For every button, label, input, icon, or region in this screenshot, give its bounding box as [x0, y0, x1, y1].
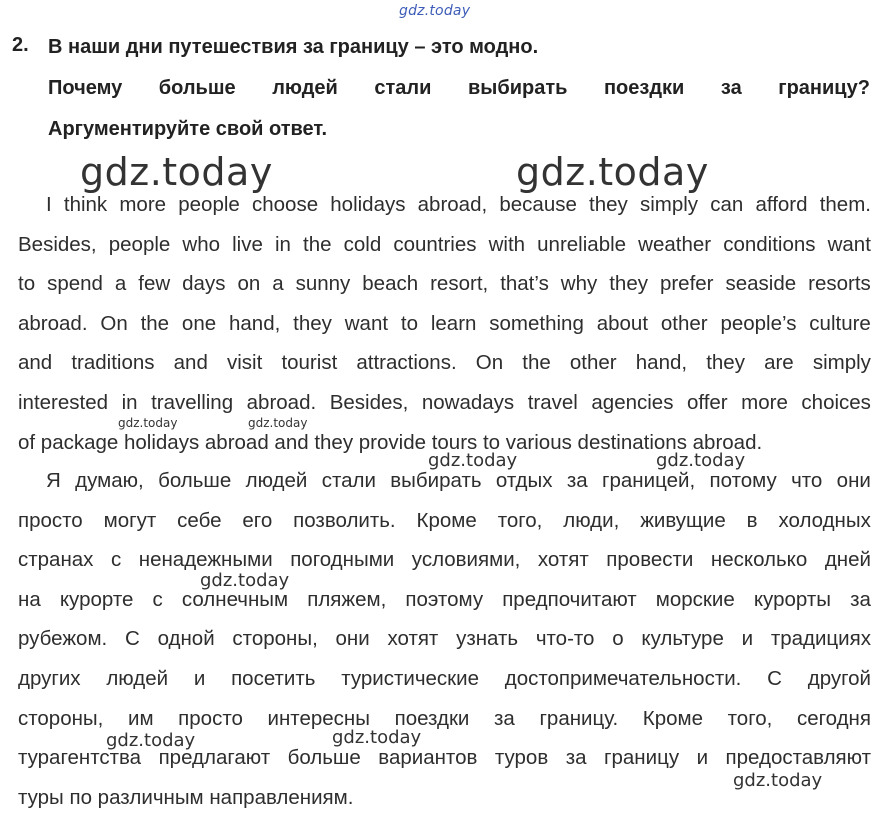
word: границу: [604, 746, 680, 770]
word: за: [494, 706, 515, 730]
text-line: [18, 708, 871, 748]
word: других: [18, 666, 81, 690]
word: хотят: [537, 548, 589, 572]
text-line: [18, 392, 871, 432]
word: other: [569, 351, 617, 375]
word: дней: [824, 548, 871, 572]
word: условиями,: [411, 548, 521, 572]
word: they: [589, 193, 628, 216]
word: морские: [655, 587, 735, 611]
word: ненадежными: [138, 548, 273, 572]
text-line: [18, 194, 871, 234]
word: abroad.: [18, 311, 88, 335]
word: они: [836, 469, 871, 492]
word: людей: [245, 469, 308, 492]
word: want: [344, 311, 389, 335]
watermark: gdz.today: [200, 570, 290, 591]
word: они: [335, 627, 370, 651]
word: they: [706, 351, 745, 375]
word: other: [660, 311, 708, 335]
word: границу.: [539, 706, 619, 730]
word: in: [121, 390, 138, 414]
word: туристические: [341, 666, 479, 690]
word: погодными: [290, 548, 395, 572]
word: им: [128, 706, 154, 730]
word: want: [827, 232, 871, 256]
word: за: [720, 77, 742, 99]
word: просто: [18, 508, 83, 532]
word: holidays: [330, 193, 406, 216]
word: границу?: [778, 77, 870, 99]
word: I: [46, 193, 52, 216]
watermark: gdz.today: [428, 450, 518, 471]
text-line: [18, 589, 871, 629]
word: себе: [177, 508, 222, 532]
word: культуре: [641, 627, 724, 651]
word: one: [181, 311, 217, 335]
word: and: [173, 351, 208, 375]
word: о: [612, 627, 624, 651]
word: просто: [178, 706, 243, 730]
word: on: [237, 272, 261, 296]
word: за: [850, 587, 871, 611]
word: simply: [639, 193, 699, 216]
word: they: [609, 272, 648, 296]
watermark: gdz.today: [656, 450, 746, 471]
text-line: [18, 234, 871, 274]
word: сегодня: [796, 706, 871, 730]
task-line: В наши дни путешествия за границу – это модно.: [48, 36, 539, 58]
watermark-big-left: gdz.today: [80, 150, 273, 194]
word: холодных: [778, 508, 871, 532]
word: abroad,: [417, 193, 488, 216]
word: его: [242, 508, 273, 532]
task-number: 2.: [12, 34, 29, 56]
word: стали: [374, 77, 432, 99]
word: с: [110, 548, 122, 572]
word: simply: [812, 351, 871, 375]
word: людей: [272, 77, 338, 99]
word: to: [400, 311, 418, 335]
task-question: [48, 75, 870, 116]
word: days: [182, 272, 226, 296]
word: why: [560, 272, 598, 296]
word: seaside: [725, 272, 797, 296]
word: предпочитают: [502, 587, 637, 611]
word: стороны,: [232, 627, 318, 651]
word: about: [596, 311, 649, 335]
word: могут: [103, 508, 157, 532]
english-answer: [18, 194, 871, 471]
word: resort,: [430, 272, 489, 296]
word: стали: [321, 469, 376, 492]
watermark-small: gdz.today: [118, 416, 178, 430]
word: Я: [46, 469, 61, 492]
word: people’s: [720, 311, 797, 335]
word: людей: [106, 666, 169, 690]
text-line: [18, 313, 871, 353]
word: поездки: [394, 706, 470, 730]
task-text: [48, 34, 870, 157]
word: позволить.: [293, 508, 396, 532]
word: того,: [727, 706, 773, 730]
word: странах: [18, 548, 94, 572]
word: live: [232, 232, 263, 256]
word: tourist: [281, 351, 338, 375]
word: С: [767, 666, 782, 690]
word: learn: [430, 311, 477, 335]
word: курорты: [753, 587, 831, 611]
word: и: [696, 746, 709, 770]
word: достопримечательности.: [504, 666, 742, 690]
word: offer: [686, 390, 728, 414]
word: курорте: [59, 587, 134, 611]
word: weather: [638, 232, 712, 256]
word: the: [140, 311, 170, 335]
word: Besides,: [18, 232, 97, 256]
word: beach: [362, 272, 419, 296]
text-line: [18, 628, 871, 668]
word: предлагают: [158, 746, 271, 770]
word: abroad.: [246, 390, 317, 414]
word: attractions.: [356, 351, 457, 375]
text-line: of package holidays abroad and they provide tours to various destinations abroad.: [18, 430, 763, 454]
word: Besides,: [329, 390, 409, 414]
word: выбирать: [390, 469, 482, 492]
word: countries: [393, 232, 477, 256]
word: more: [741, 390, 788, 414]
word: традициях: [770, 627, 871, 651]
watermark-small: gdz.today: [248, 416, 308, 430]
word: за: [566, 469, 588, 492]
word: поездки: [603, 77, 685, 99]
word: что: [791, 469, 823, 492]
text-line: [18, 668, 871, 708]
word: culture: [809, 311, 871, 335]
word: на: [18, 587, 41, 611]
word: a: [272, 272, 284, 296]
word: провести: [606, 548, 694, 572]
word: choose: [251, 193, 319, 216]
word: who: [182, 232, 220, 256]
word: people: [108, 232, 171, 256]
word: и: [741, 627, 754, 651]
task-line: Аргументируйте свой ответ.: [48, 118, 328, 140]
word: в: [746, 508, 758, 532]
text-line: [18, 549, 871, 589]
word: солнечным: [181, 587, 289, 611]
word: On: [475, 351, 504, 375]
word: вариантов: [378, 746, 478, 770]
word: границей,: [602, 469, 696, 492]
word: people: [178, 193, 240, 216]
word: more: [119, 193, 167, 216]
word: On: [100, 311, 128, 335]
word: хотят: [387, 627, 439, 651]
text-line: [18, 510, 871, 550]
word: стороны,: [18, 706, 104, 730]
word: prefer: [659, 272, 714, 296]
word: интересны: [267, 706, 370, 730]
word: interested: [18, 390, 109, 414]
word: can: [710, 193, 744, 216]
word: choices: [801, 390, 871, 414]
word: турагентства: [18, 746, 142, 770]
word: с: [152, 587, 163, 611]
watermark: gdz.today: [733, 770, 823, 791]
text-line: [18, 273, 871, 313]
word: that’s: [500, 272, 549, 296]
watermark-top: gdz.today: [399, 3, 471, 19]
word: узнать: [456, 627, 519, 651]
text-line: [18, 470, 871, 510]
word: потому: [709, 469, 777, 492]
word: посетить: [231, 666, 316, 690]
word: пляжем,: [307, 587, 387, 611]
word: they: [293, 311, 332, 335]
word: travelling: [151, 390, 234, 414]
word: afford: [755, 193, 808, 216]
word: because: [499, 193, 577, 216]
word: туров: [494, 746, 549, 770]
word: люди,: [563, 508, 620, 532]
word: sunny: [295, 272, 351, 296]
word: traditions: [71, 351, 155, 375]
word: cold: [343, 232, 382, 256]
word: something: [489, 311, 584, 335]
word: with: [488, 232, 526, 256]
word: поэтому: [405, 587, 484, 611]
word: Почему: [48, 77, 123, 99]
word: что-то: [535, 627, 595, 651]
text-line: [18, 352, 871, 392]
word: и: [193, 666, 206, 690]
word: за: [565, 746, 587, 770]
word: travel: [527, 390, 578, 414]
word: the: [303, 232, 332, 256]
word: and: [18, 351, 53, 375]
word: того,: [497, 508, 543, 532]
word: больше: [158, 77, 236, 99]
word: spend: [47, 272, 103, 296]
word: больше: [158, 469, 232, 492]
word: живущие: [640, 508, 726, 532]
word: рубежом.: [18, 627, 108, 651]
word: С: [125, 627, 140, 651]
word: несколько: [710, 548, 808, 572]
word: другой: [807, 666, 871, 690]
word: unreliable: [537, 232, 627, 256]
russian-translation: [18, 470, 871, 826]
watermark: gdz.today: [332, 727, 422, 748]
word: думаю,: [75, 469, 144, 492]
word: think: [63, 193, 108, 216]
watermark: gdz.today: [106, 730, 196, 751]
word: in: [274, 232, 291, 256]
word: visit: [227, 351, 263, 375]
word: conditions: [723, 232, 816, 256]
word: предоставляют: [725, 746, 871, 770]
word: отдых: [495, 469, 553, 492]
word: a: [114, 272, 127, 296]
word: Кроме: [416, 508, 477, 532]
word: Кроме: [642, 706, 704, 730]
word: agencies: [591, 390, 674, 414]
word: the: [522, 351, 551, 375]
word: are: [764, 351, 794, 375]
word: them.: [819, 193, 871, 216]
word: resorts: [808, 272, 871, 296]
watermark-big-right: gdz.today: [516, 150, 709, 194]
word: to: [18, 272, 36, 296]
word: hand,: [635, 351, 688, 375]
word: hand,: [228, 311, 281, 335]
text-line: [18, 747, 871, 787]
word: выбирать: [467, 77, 568, 99]
word: больше: [287, 746, 361, 770]
word: few: [138, 272, 171, 296]
word: одной: [157, 627, 215, 651]
text-line: туры по различным направлениям.: [18, 785, 354, 809]
word: nowadays: [421, 390, 515, 414]
